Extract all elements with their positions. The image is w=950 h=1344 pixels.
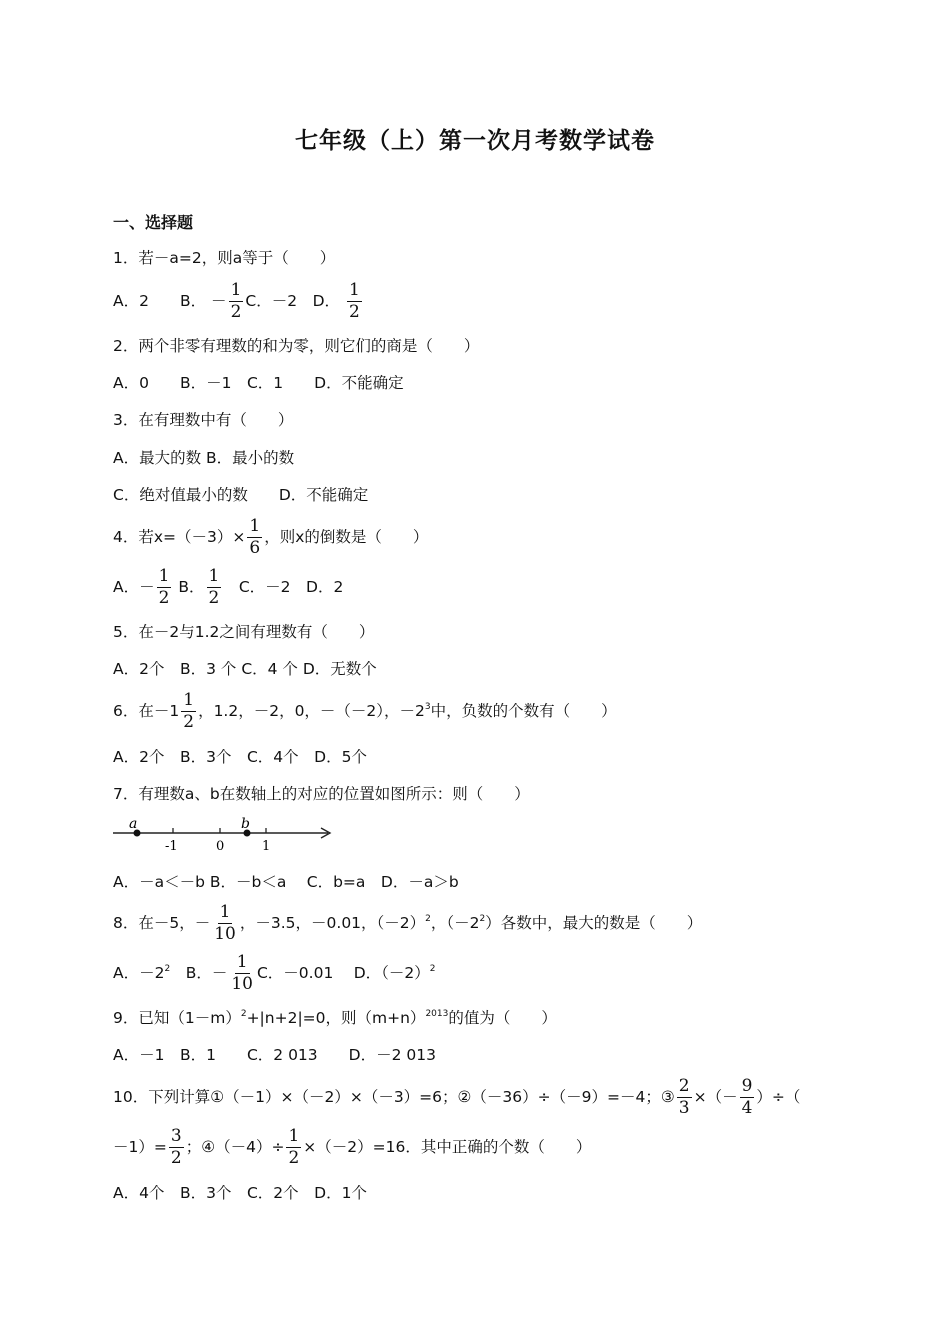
question-4-options: A．－ $\frac{1}{2}$ B． $\frac{1}{2}$ C．－2 D．2: [113, 566, 344, 608]
question-3-stem: 3．在有理数中有（ ）: [113, 411, 294, 429]
question-3-options-cd: C．绝对值最小的数 D．不能确定: [113, 486, 369, 504]
tick-label-zero: 0: [216, 839, 225, 854]
number-line-figure: [110, 817, 340, 855]
label-a: a: [129, 817, 138, 832]
q4-fraction-b: $\frac{1}{2}$: [208, 566, 220, 608]
question-7-stem: 7．有理数a、b在数轴上的对应的位置如图所示：则（ ）: [113, 785, 530, 803]
question-6-stem: 6．在－1 $\frac{1}{2}$ ，1.2，－2，0，－（－2），$-2^3$中，负数的个数有（ ）: [113, 690, 617, 732]
q10-fraction-3: $\frac{3}{2}$: [170, 1126, 182, 1168]
tick-label-one: 1: [262, 839, 271, 854]
q10-fraction-2: $\frac{9}{4}$: [741, 1076, 753, 1118]
question-10-stem-line1: 10．下列计算①（－1）×（－2）×（－3）=6；②（－36）÷（－9）=－4；③ $\frac{2}{3}$ ×（－ $\frac{9}{4}$ ）÷（: [113, 1076, 801, 1118]
q4-fraction-a: $\frac{1}{2}$: [158, 566, 170, 608]
question-2-options: A．0 B．－1 C．1 D．不能确定: [113, 374, 404, 392]
question-3-options-ab: A．最大的数 B．最小的数: [113, 449, 295, 467]
question-1-options: [113, 282, 364, 321]
q1-fraction-b: $\frac{1}{2}$: [230, 280, 242, 322]
question-10-options: A．4个 B．3个 C．2个 D．1个: [113, 1184, 367, 1202]
section-heading: 一、选择题: [113, 213, 194, 232]
q8-fraction-b: $\frac{1}{10}$: [231, 952, 253, 994]
q1-fraction-d: $\frac{1}{2}$: [348, 280, 360, 322]
q1-neg-sign: －: [211, 292, 227, 310]
question-9-options: A．－1 B．1 C．2 013 D．－2 013: [113, 1046, 436, 1064]
tick-label-minus-one: -1: [165, 839, 178, 854]
q1-option-c-d: C．－2 D．: [245, 292, 341, 310]
question-4-stem: 4．若x=（－3）× $\frac{1}{6}$ ，则x的倒数是（ ）: [113, 516, 429, 558]
question-8-options: A．$-2^2$ B．－ $\frac{1}{10}$ C．－0.01 D．$(-2)^2$: [113, 952, 436, 994]
question-8-stem: 8．在－5，－ $\frac{1}{10}$ ，－3.5，－0.01，$(-2)^2$，$(-2^2)$各数中，最大的数是（ ）: [113, 902, 703, 944]
q1-option-a-b: A．2 B．: [113, 292, 207, 310]
q10-fraction-1: $\frac{2}{3}$: [678, 1076, 690, 1118]
q4-fraction: $\frac{1}{6}$: [249, 516, 261, 558]
question-7-options: A．－a＜－b B．－b＜a C．b=a D．－a＞b: [113, 873, 459, 891]
page-title: 七年级（上）第一次月考数学试卷: [295, 128, 655, 154]
question-6-options: A．2个 B．3个 C．4个 D．5个: [113, 748, 367, 766]
question-1-stem: 1．若－a=2，则a等于（ ）: [113, 249, 336, 267]
q10-fraction-4: $\frac{1}{2}$: [288, 1126, 300, 1168]
label-b: b: [241, 817, 250, 832]
question-5-options: A．2个 B．3 个 C．4 个 D．无数个: [113, 660, 377, 678]
question-10-stem-line2: －1）= $\frac{3}{2}$ ；④（－4）÷ $\frac{1}{2}$ ×（－2）=16．其中正确的个数（ ）: [113, 1126, 592, 1168]
question-5-stem: 5．在－2与1.2之间有理数有（ ）: [113, 623, 375, 641]
q8-fraction: $\frac{1}{10}$: [214, 902, 236, 944]
question-9-stem: 9．已知$(1-m)^2+|n+2|=0$，则$(m+n)^{2013}$的值为（ ）: [113, 1009, 557, 1027]
question-2-stem: 2．两个非零有理数的和为零，则它们的商是（ ）: [113, 337, 480, 355]
q6-fraction: $\frac{1}{2}$: [183, 690, 195, 732]
